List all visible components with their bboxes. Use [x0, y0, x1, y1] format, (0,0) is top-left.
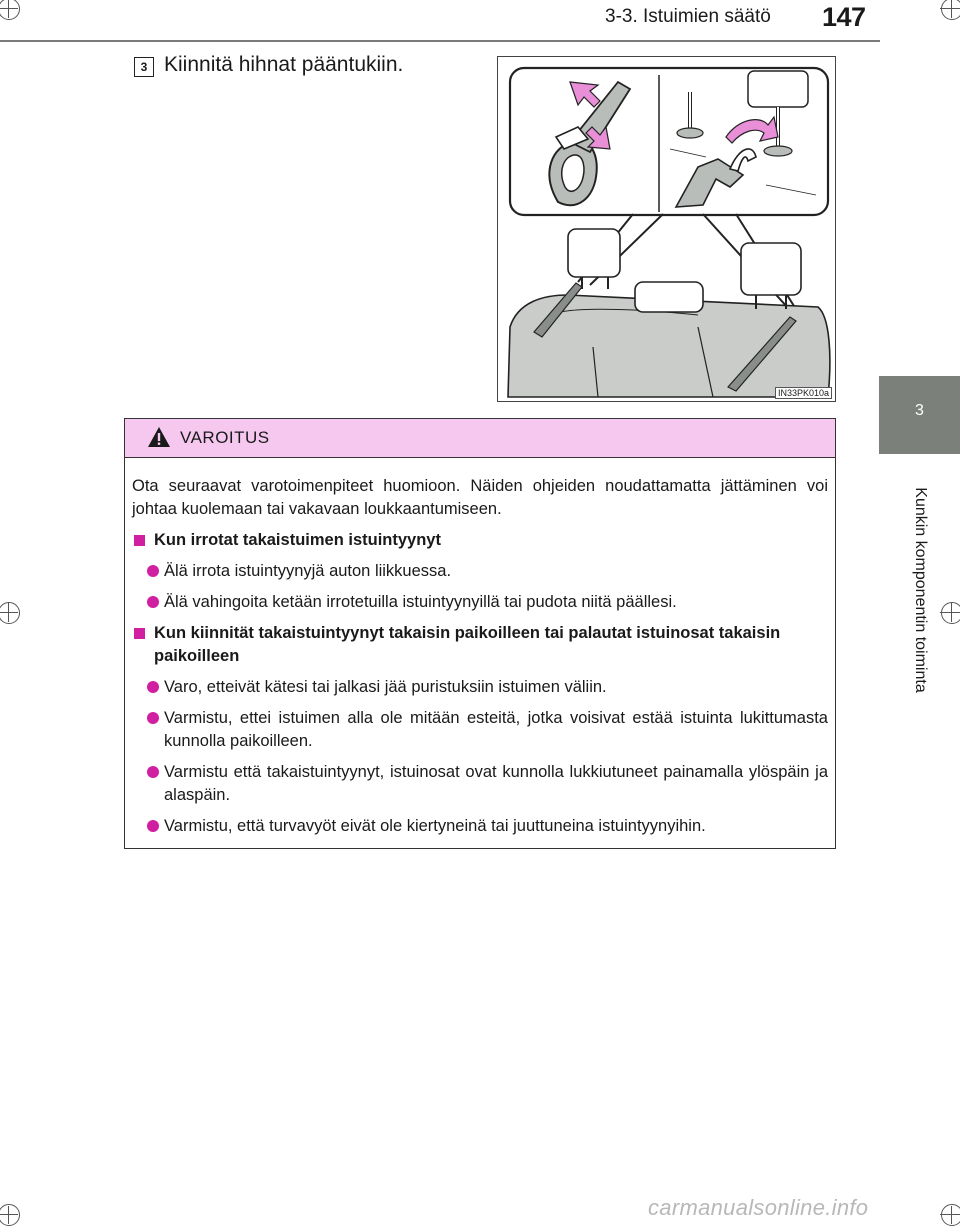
warning-intro: Ota seuraavat varotoimenpiteet huomioon. Näiden ohjeiden noudattamatta jättäminen voi johtaa kuolemaan tai vakavaan loukkaantumiseen. — [132, 477, 828, 518]
warning-item — [132, 560, 828, 583]
chapter-caption-wrap — [879, 455, 960, 725]
warning-item-text: Älä vahingoita ketään irrotetuilla istuintyynyillä tai pudota niitä päällesi. — [164, 593, 677, 611]
step-text: Kiinnitä hihnat pääntukiin. — [164, 53, 404, 76]
circle-bullet-icon — [147, 681, 159, 693]
section-title: 3-3. Istuimien säätö — [605, 6, 771, 27]
warning-item — [132, 707, 828, 753]
seat-strap-figure — [497, 56, 836, 402]
warning-item-text: Varo, etteivät kätesi tai jalkasi jää puristuksiin istuimen väliin. — [164, 678, 607, 696]
header-rule — [0, 40, 880, 42]
warning-triangle-icon — [147, 426, 171, 453]
warning-header — [125, 419, 835, 458]
warning-item-text: Älä irrota istuintyynyjä auton liikkuessa. — [164, 562, 452, 580]
warning-subheading-text: Kun kiinnität takaistuintyynyt takaisin paikoilleen tai palautat istuinosat takaisin paikoilleen — [154, 624, 781, 665]
watermark: carmanualsonline.info — [648, 1195, 869, 1220]
warning-item — [132, 815, 828, 838]
circle-bullet-icon — [147, 712, 159, 724]
page-number: 147 — [822, 2, 866, 32]
warning-item-text: Varmistu että takaistuintyynyt, istuinosat ovat kunnolla lukkiutuneet painamalla ylöspäin ja alaspäin. — [164, 763, 828, 804]
square-bullet-icon — [134, 628, 145, 639]
circle-bullet-icon — [147, 820, 159, 832]
warning-subheading — [132, 529, 828, 552]
warning-item-text: Varmistu, ettei istuimen alla ole mitään esteitä, jotka voisivat estää istuinta lukittumasta kunnolla paikoilleen. — [164, 709, 828, 750]
warning-box — [124, 418, 836, 849]
chapter-tab: 3 — [879, 376, 960, 454]
warning-item-text: Varmistu, että turvavyöt eivät ole kiertyneinä tai juuttuneina istuintyynyihin. — [164, 817, 706, 835]
warning-item — [132, 761, 828, 807]
warning-subheading — [132, 622, 828, 668]
circle-bullet-icon — [147, 766, 159, 778]
circle-bullet-icon — [147, 565, 159, 577]
warning-item — [132, 676, 828, 699]
square-bullet-icon — [134, 535, 145, 546]
chapter-caption: Kunkin komponentin toiminta — [911, 487, 929, 693]
figure-code: IN33PK010a — [775, 387, 832, 399]
warning-subheading-text: Kun irrotat takaistuimen istuintyynyt — [154, 531, 441, 549]
warning-item — [132, 591, 828, 614]
warning-body — [125, 458, 835, 838]
warning-title: VAROITUS — [180, 428, 270, 447]
circle-bullet-icon — [147, 596, 159, 608]
step-number-box: 3 — [134, 57, 154, 77]
seat-strap-illustration — [498, 57, 836, 402]
